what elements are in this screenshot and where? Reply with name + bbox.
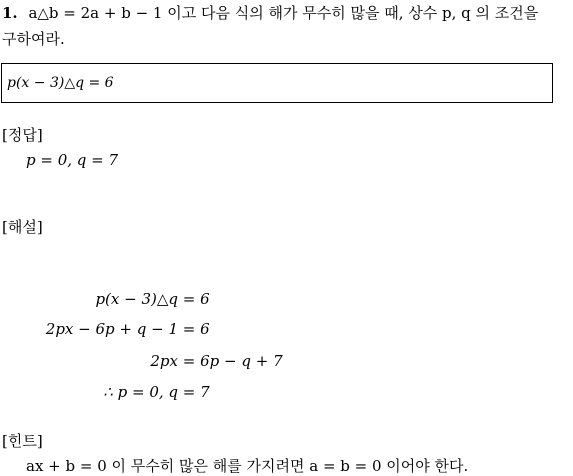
step-2-lhs: 2px − 6p + q − 1 <box>45 320 178 338</box>
step-1-lhs: p(x − 3)△q <box>95 290 178 308</box>
hint-text: ax + b = 0 이 무수히 많은 해를 가지려면 a = b = 0 이어야 한다. <box>26 457 469 475</box>
step-3-rhs: = 6p − q + 7 <box>182 352 283 370</box>
hint-header: [힌트] <box>2 432 43 450</box>
equation-box <box>1 63 553 103</box>
step-1-rhs: = 6 <box>182 290 210 308</box>
solution-step-3 <box>8 352 283 370</box>
step-4-lhs: ∴ p = 0, q <box>103 383 178 401</box>
answer-text: p = 0, q = 7 <box>26 151 119 169</box>
problem-statement <box>2 2 538 23</box>
step-4-rhs: = 7 <box>182 383 210 401</box>
step-2-rhs: = 6 <box>182 320 210 338</box>
solution-step-4 <box>8 383 210 401</box>
boxed-equation: p(x − 3)△q = 6 <box>7 75 114 91</box>
solution-step-1 <box>8 290 210 308</box>
problem-line-2: 구하여라. <box>2 30 65 48</box>
problem-line-1: a△b = 2a + b − 1 이고 다음 식의 해가 무수히 많을 때, 상수 p, q 의 조건을 <box>28 4 539 22</box>
step-3-lhs: 2px <box>150 352 178 370</box>
problem-number: 1. <box>2 4 18 22</box>
solution-header: [해설] <box>2 218 43 236</box>
answer-header: [정답] <box>2 126 43 144</box>
solution-step-2 <box>8 320 210 338</box>
